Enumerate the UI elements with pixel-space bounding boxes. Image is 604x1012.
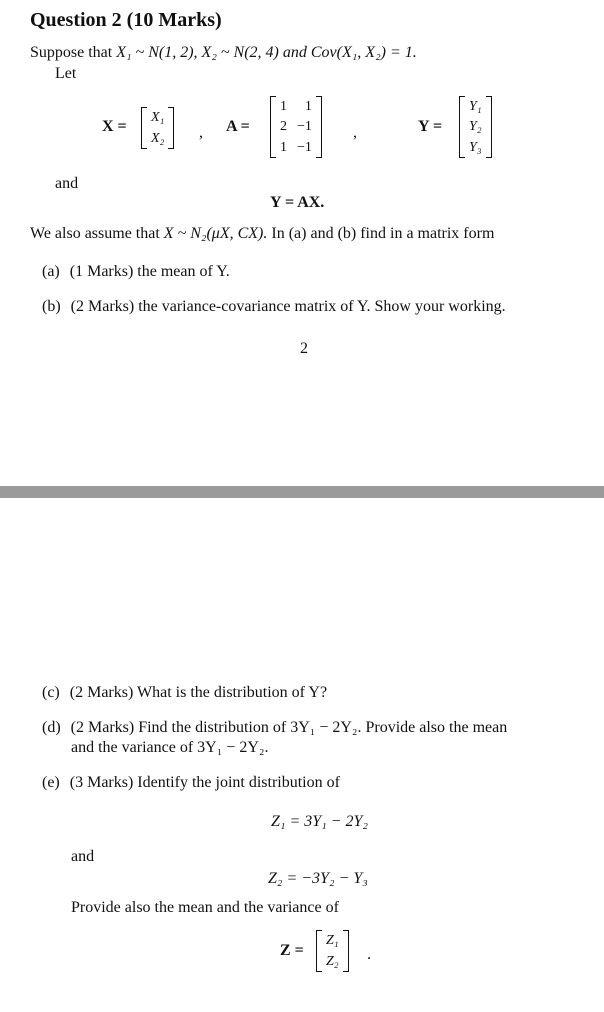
- exam-page-bottom: [0, 498, 604, 1012]
- intro-math: X₁ ~ N(1, 2), X₂ ~ N(2, 4) and Cov(X₁, X₂) = 1.: [116, 44, 417, 61]
- a-entry-1-1: 1: [280, 98, 287, 114]
- part-c-label: (c): [42, 684, 60, 701]
- assume-suffix: In (a) and (b) find in a matrix form: [267, 225, 495, 242]
- part-a-text: (1 Marks) the mean of Y.: [69, 263, 230, 280]
- y-entry-1: Y₁: [469, 98, 482, 114]
- part-e-label: (e): [42, 774, 60, 791]
- part-b: [42, 298, 506, 316]
- assumption-line: [30, 225, 494, 243]
- a-entry-2-1: 2: [280, 119, 287, 135]
- part-b-text: (2 Marks) the variance-covariance matrix of Y. Show your working.: [70, 298, 506, 315]
- y-vector-label: Y =: [418, 118, 443, 135]
- z2-equation: Z₂ = −3Y₂ − Y₃: [268, 870, 368, 887]
- part-d: [42, 719, 507, 737]
- y-vector: [459, 96, 492, 158]
- y-entry-3: Y₃: [469, 140, 482, 156]
- z1-equation: Z₁ = 3Y₁ − 2Y₂: [271, 813, 368, 830]
- z-entry-1: Z₁: [326, 933, 339, 948]
- and-word: and: [55, 175, 79, 192]
- part-a-label: (a): [42, 263, 60, 280]
- provide-line: Provide also the mean and the variance of: [71, 899, 339, 916]
- page-separator: [0, 486, 604, 498]
- and-word-2: and: [71, 848, 95, 865]
- part-b-label: (b): [42, 298, 61, 315]
- x-entry-2: X₂: [151, 131, 165, 146]
- comma-1: ,: [199, 124, 203, 141]
- part-d-label: (d): [42, 719, 61, 736]
- part-d-line2: and the variance of 3Y₁ − 2Y₂.: [71, 739, 269, 756]
- a-entry-1-2: 1: [304, 98, 312, 114]
- intro-line: [30, 44, 417, 62]
- page-number: 2: [300, 340, 308, 357]
- a-entry-2-2: −1: [297, 119, 312, 135]
- a-entry-3-1: 1: [280, 140, 287, 156]
- part-a: [42, 263, 230, 281]
- z-entry-2: Z₂: [326, 954, 339, 969]
- part-c: [42, 684, 327, 702]
- part-d-line1: (2 Marks) Find the distribution of 3Y₁ − 2Y₂. Provide also the mean: [70, 719, 508, 736]
- comma-2: ,: [353, 124, 357, 141]
- a-matrix: [270, 96, 322, 158]
- assume-math: X ~ N₂(μX, CX).: [163, 225, 268, 242]
- assume-prefix: We also assume that: [30, 225, 164, 242]
- main-equation: Y = AX.: [270, 194, 325, 211]
- z-vector-label: Z =: [280, 942, 304, 959]
- exam-page-top: [0, 0, 604, 486]
- question-heading: Question 2 (10 Marks): [30, 9, 222, 31]
- a-entry-3-2: −1: [297, 140, 312, 156]
- final-period: .: [367, 946, 371, 963]
- z-vector: [316, 930, 349, 972]
- part-e-text: (3 Marks) Identify the joint distribution of: [69, 774, 340, 791]
- intro-prefix: Suppose that: [30, 44, 117, 61]
- part-c-text: (2 Marks) What is the distribution of Y?: [69, 684, 328, 701]
- y-entry-2: Y₂: [469, 119, 482, 135]
- x-vector-label: X =: [102, 118, 127, 135]
- part-e: [42, 774, 340, 792]
- a-matrix-label: A =: [226, 118, 250, 135]
- let-word: Let: [55, 65, 77, 82]
- x-entry-1: X₁: [151, 110, 165, 125]
- x-vector: [141, 107, 174, 149]
